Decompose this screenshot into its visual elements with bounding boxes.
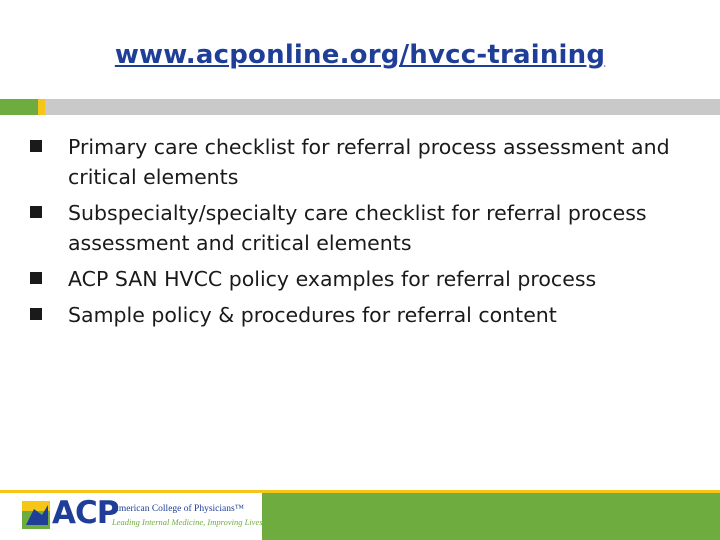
slide-title-link[interactable]: www.acponline.org/hvcc-training (114, 40, 606, 70)
logo-org-name: American College of Physicians™ (112, 504, 244, 514)
logo-acronym: ACP (52, 495, 119, 531)
page-number: 50 (677, 480, 690, 492)
list-item (30, 132, 700, 192)
bullet-text: Sample policy & procedures for referral content (68, 303, 557, 327)
logo-tagline: Leading Internal Medicine, Improving Lives (112, 517, 263, 527)
bullet-text: ACP SAN HVCC policy examples for referral process (68, 267, 597, 291)
header-rule-green (0, 99, 38, 115)
acp-flag-icon (22, 501, 50, 529)
header-rule-yellow (38, 99, 45, 115)
bullet-list (30, 132, 700, 336)
square-bullet-icon (30, 308, 42, 320)
acp-logo (22, 495, 263, 531)
square-bullet-icon (30, 206, 42, 218)
header-rule-gray (45, 99, 720, 115)
square-bullet-icon (30, 140, 42, 152)
list-item (30, 300, 700, 330)
list-item (30, 264, 700, 294)
list-item (30, 198, 700, 258)
bullet-text: Primary care checklist for referral process assessment and critical elements (68, 135, 670, 189)
square-bullet-icon (30, 272, 42, 284)
footer-green-band (262, 493, 720, 540)
bullet-text: Subspecialty/specialty care checklist for referral process assessment and critical elements (68, 201, 647, 255)
